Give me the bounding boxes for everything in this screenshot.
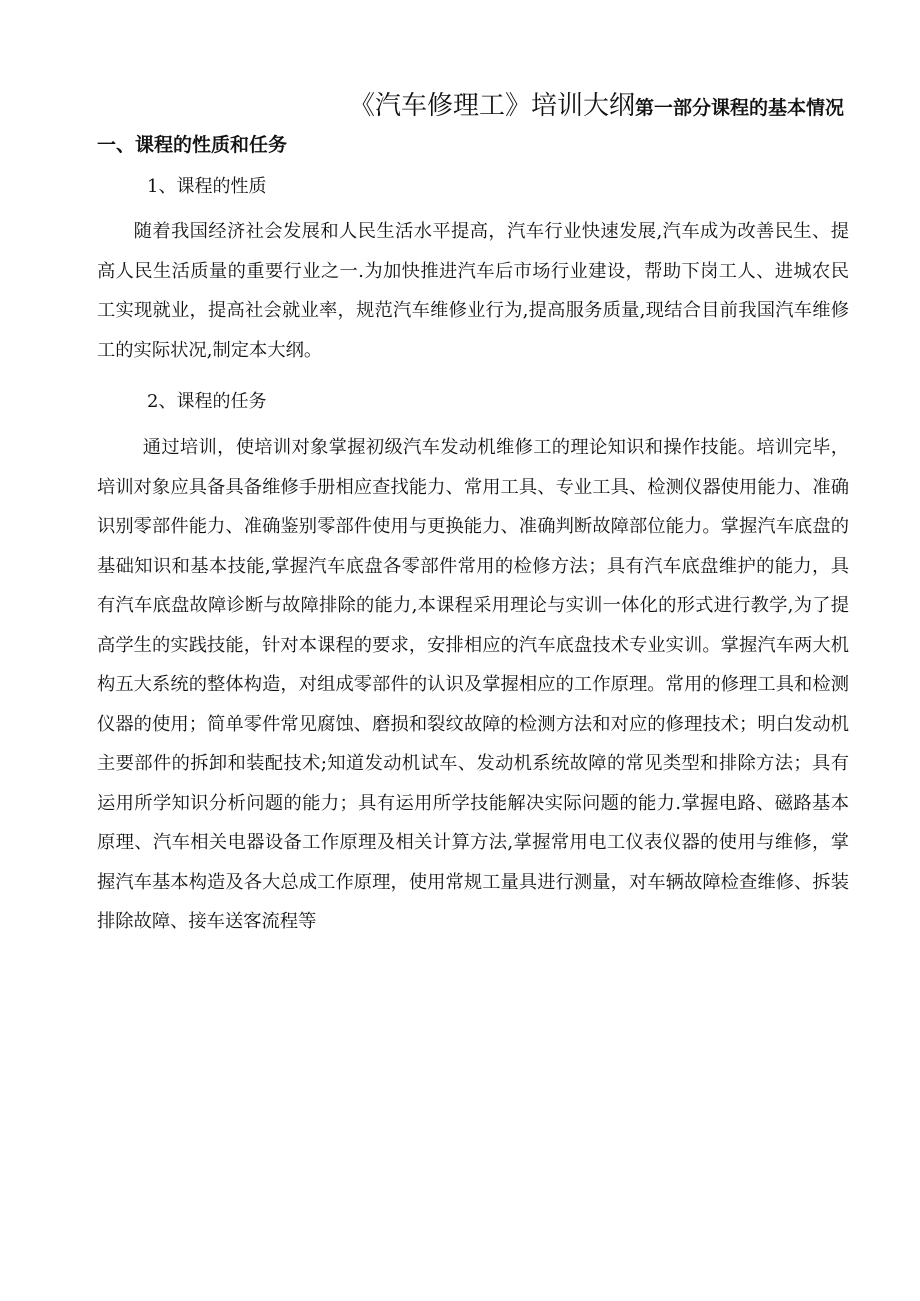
paragraph-nature: 随着我国经济社会发展和人民生活水平提高，汽车行业快速发展,汽车成为改善民生、提高人民生活质量的重要行业之一.为加快推进汽车后市场行业建设，帮助下岗工人、进城农民工实现就业，提高社会就业率，规范汽车维修业行为,提高服务质量,现结合目前我国汽车维修工的实际状况,制定本大纲。 <box>97 221 849 361</box>
paragraph-task: 通过培训，使培训对象掌握初级汽车发动机维修工的理论知识和操作技能。培训完毕，培训对象应具备具备维修手册相应查找能力、常用工具、专业工具、检测仪器使用能力、准确识别零部件能力、准确鉴别零部件使用与更换能力、准确判断故障部位能力。掌握汽车底盘的基础知识和基本技能,掌握汽车底盘各零部件常用的检修方法；具有汽车底盘维护的能力，具有汽车底盘故障诊断与故障排除的能力,本课程采用理论与实训一体化的形式进行教学,为了提高学生的实践技能，针对本课程的要求，安排相应的汽车底盘技术专业实训。掌握汽车两大机构五大系统的整体构造，对组成零部件的认识及掌握相应的工作原理。常用的修理工具和检测仪器的使用；简单零件常见腐蚀、磨损和裂纹故障的检测方法和对应的修理技术；明白发动机主要部件的拆卸和装配技术;知道发动机试车、发动机系统故障的常见类型和排除方法；具有运用所学知识分析问题的能力；具有运用所学技能解决实际问题的能力.掌握电路、磁路基本原理、汽车相关电器设备工作原理及相关计算方法,掌握常用电工仪表仪器的使用与维修，掌握汽车基本构造及各大总成工作原理，使用常规工量具进行测量，对车辆故障检查维修、拆装排除故障、接车送客流程等 <box>97 437 849 932</box>
section-heading: 一、课程的性质和任务 <box>97 134 288 156</box>
document-title <box>349 88 844 127</box>
subsection-heading-task: 2、课程的任务 <box>147 391 267 412</box>
title-sub: 第一部分课程的基本情况 <box>634 97 844 119</box>
subsection-heading-nature: 1、课程的性质 <box>147 176 267 197</box>
title-main: 《汽车修理工》培训大纲 <box>348 91 635 121</box>
